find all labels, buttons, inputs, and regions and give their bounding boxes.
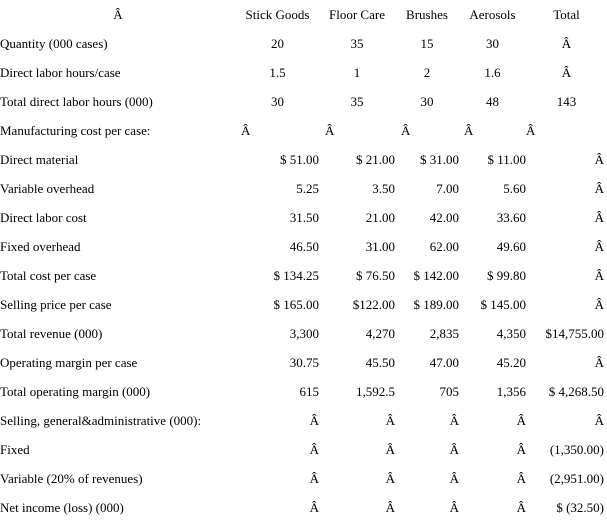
cell-aerosols: 30 [486, 35, 499, 51]
cell-floor-care: $122.00 [352, 296, 395, 312]
cell-total: Â [561, 64, 572, 80]
table-row [0, 348, 607, 377]
table-row [0, 29, 607, 58]
cell-floor-care: Â [325, 122, 335, 138]
header-stick-goods: Stick Goods [245, 6, 310, 22]
cell-brushes: Â [449, 470, 459, 486]
row-label: Direct labor cost [0, 209, 87, 225]
cell-brushes: 15 [420, 35, 434, 51]
cell-total: Â [594, 180, 604, 196]
cell-aerosols: Â [516, 441, 526, 457]
row-label: Fixed [0, 441, 30, 457]
row-label: Manufacturing cost per case: [0, 122, 151, 138]
table-row [0, 290, 607, 319]
row-label: Total cost per case [0, 267, 97, 283]
cell-aerosols: 1,356 [496, 383, 526, 399]
row-label: Direct material [0, 151, 79, 167]
cell-total: Â [594, 354, 604, 370]
cell-floor-care: 3.50 [372, 180, 395, 196]
table-row [0, 174, 607, 203]
cell-aerosols: Â [516, 412, 526, 428]
cell-stick-goods: 46.50 [289, 238, 319, 254]
cell-total: Â [594, 151, 604, 167]
cell-floor-care: Â [385, 499, 395, 515]
row-label: Net income (loss) (000) [0, 499, 124, 515]
header-corner-cell: Â [113, 6, 123, 22]
cell-total: Â [594, 296, 604, 312]
cell-stick-goods: 31.50 [289, 209, 319, 225]
cell-stick-goods: 5.25 [296, 180, 319, 196]
cell-stick-goods: 3,300 [289, 325, 319, 341]
cell-total: $14,755.00 [545, 325, 604, 341]
cell-stick-goods: 30 [271, 93, 284, 109]
row-label: Total revenue (000) [0, 325, 103, 341]
cell-aerosols: Â [516, 470, 526, 486]
cell-stick-goods: Â [309, 441, 319, 457]
cell-aerosols: Â [516, 499, 526, 515]
table-row [0, 319, 607, 348]
cell-floor-care: 35 [350, 93, 364, 109]
cell-aerosols: 48 [486, 93, 499, 109]
cell-aerosols: $ 11.00 [487, 151, 526, 167]
table-row [0, 116, 607, 145]
table-row [0, 58, 607, 87]
header-aerosols: Aerosols [469, 6, 516, 22]
cell-brushes: 7.00 [436, 180, 459, 196]
cell-stick-goods: Â [309, 499, 319, 515]
header-total: Total [553, 6, 580, 22]
cell-brushes: 62.00 [429, 238, 459, 254]
cell-total: $ 4,268.50 [548, 383, 604, 399]
cell-brushes: Â [449, 499, 459, 515]
cell-floor-care: Â [385, 470, 395, 486]
row-label: Fixed overhead [0, 238, 81, 254]
cell-stick-goods: Â [309, 470, 319, 486]
cell-brushes: 47.00 [429, 354, 459, 370]
cell-stick-goods: 20 [271, 35, 284, 51]
cell-brushes: 2,835 [429, 325, 459, 341]
cell-floor-care: Â [385, 441, 395, 457]
cell-aerosols: 45.20 [496, 354, 526, 370]
table-row [0, 435, 607, 464]
cell-floor-care: 35 [350, 35, 364, 51]
row-label: Variable (20% of revenues) [0, 470, 143, 486]
cell-stick-goods: 615 [299, 383, 319, 399]
cell-total: $ (32.50) [556, 499, 604, 515]
cell-floor-care: 21.00 [365, 209, 395, 225]
cell-stick-goods: Â [309, 412, 319, 428]
cell-total: Â [594, 412, 604, 428]
cell-aerosols: Â [464, 122, 474, 138]
cell-total: Â [561, 35, 572, 51]
cell-total: Â [526, 122, 536, 138]
cell-brushes: Â [449, 441, 459, 457]
table-row [0, 406, 607, 435]
cell-floor-care: 31.00 [365, 238, 395, 254]
row-label: Operating margin per case [0, 354, 138, 370]
cell-brushes: 42.00 [429, 209, 459, 225]
header-brushes: Brushes [406, 6, 448, 22]
table-row [0, 87, 607, 116]
cell-stick-goods: Â [241, 122, 251, 138]
cell-stick-goods: $ 134.25 [273, 267, 319, 283]
cell-brushes: $ 142.00 [413, 267, 459, 283]
cell-brushes: $ 189.00 [413, 296, 459, 312]
table-row [0, 232, 607, 261]
cell-stick-goods: 30.75 [289, 354, 319, 370]
table-row [0, 377, 607, 406]
cell-total: (2,951.00) [549, 470, 604, 486]
cell-total: 143 [556, 93, 577, 109]
cell-aerosols: 49.60 [496, 238, 526, 254]
cell-brushes: $ 31.00 [420, 151, 459, 167]
cell-brushes: Â [401, 122, 411, 138]
cell-floor-care: $ 21.00 [356, 151, 395, 167]
table-row [0, 145, 607, 174]
cell-total: Â [594, 238, 604, 254]
cell-stick-goods: $ 165.00 [273, 296, 319, 312]
row-label: Selling price per case [0, 296, 112, 312]
table-row [0, 203, 607, 232]
cell-aerosols: 4,350 [496, 325, 526, 341]
header-row [0, 0, 607, 29]
cell-brushes: 705 [439, 383, 459, 399]
table-row [0, 261, 607, 290]
cell-aerosols: 5.60 [503, 180, 526, 196]
row-label: Quantity (000 cases) [0, 35, 108, 51]
cell-total: (1,350.00) [549, 441, 604, 457]
cell-stick-goods: 1.5 [269, 64, 286, 80]
table-row [0, 464, 607, 493]
cell-brushes: Â [449, 412, 459, 428]
cell-floor-care: $ 76.50 [356, 267, 395, 283]
table-row [0, 493, 607, 522]
row-label: Variable overhead [0, 180, 95, 196]
cell-aerosols: 1.6 [484, 64, 501, 80]
row-label: Direct labor hours/case [0, 64, 121, 80]
cell-floor-care: 4,270 [365, 325, 395, 341]
row-label: Total operating margin (000) [0, 383, 151, 399]
cell-aerosols: $ 99.80 [487, 267, 526, 283]
header-floor-care: Floor Care [329, 6, 385, 22]
cell-floor-care: 1,592.5 [356, 383, 395, 399]
cell-total: Â [594, 209, 604, 225]
cell-brushes: 2 [423, 64, 431, 80]
cell-floor-care: 45.50 [365, 354, 395, 370]
cell-aerosols: 33.60 [496, 209, 526, 225]
cell-aerosols: $ 145.00 [480, 296, 526, 312]
row-label: Selling, general&administrative (000): [0, 412, 202, 428]
cell-floor-care: Â [385, 412, 395, 428]
row-label: Total direct labor hours (000) [0, 93, 153, 109]
cell-total: Â [594, 267, 604, 283]
cell-stick-goods: $ 51.00 [280, 151, 319, 167]
cell-floor-care: 1 [353, 64, 361, 80]
cell-brushes: 30 [420, 93, 434, 109]
